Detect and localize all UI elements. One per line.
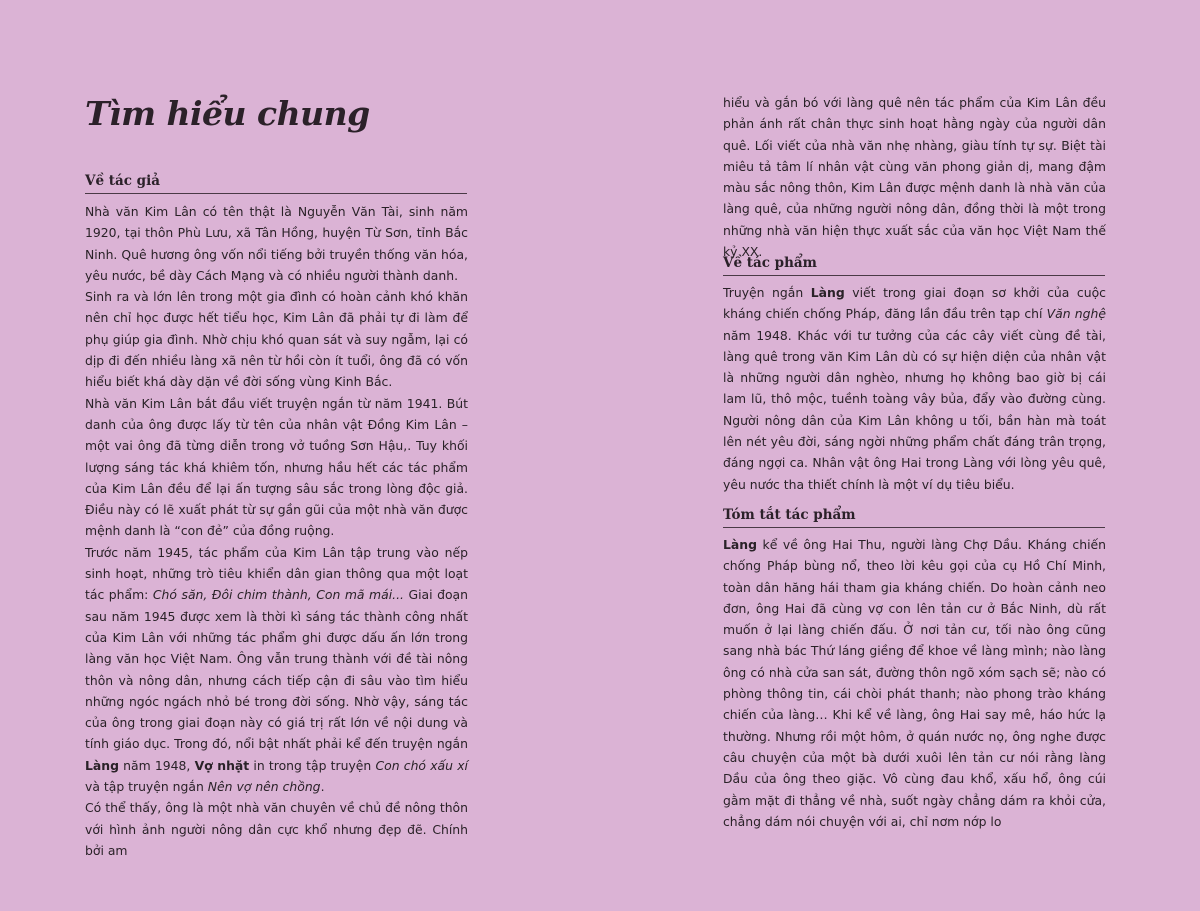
author-p4-text-f: .: [320, 779, 325, 795]
author-p4-text-e: và tập truyện ngắn: [85, 779, 208, 795]
work-paragraph: [723, 282, 1106, 495]
author-p4-text-b: Giai đoạn sau năm 1945 được xem là thời kì sáng tác thành công nhất của Kim Lân với những tác phẩm ghi được dấu ấn lớn trong làng văn học Việt Nam. Ông vẫn trung thành với đề tài nông thôn và nông dân, nhưng cách tiếp cận đi sâu vào tìm hiểu những ngóc ngách nhỏ bé trong đời sống. Nhờ vậy, sáng tác của ông trong giai đoạn này có giá trị rất lớn về nội dung và tính giáo dục. Trong đó, nổi bật nhất phải kể đến truyện ngắn: [85, 587, 469, 752]
work-title-lang: Làng: [810, 285, 845, 300]
author-section-continuation: [723, 92, 1106, 262]
summary-text: kể về ông Hai Thu, người làng Chợ Dầu. Kháng chiến chống Pháp bùng nổ, theo lời kêu gọi của cụ Hồ Chí Minh, toàn dân hăng hái tham gia kháng chiến. Do hoàn cảnh neo đơn, ông Hai đã cùng vợ con lên tản cư ở Bắc Ninh, dù rất muốn ở lại làng chiến đấu. Ở nơi tản cư, tối nào ông cũng sang nhà bác Thứ láng giềng để khoe về làng mình; nào làng ông có nhà cửa san sát, đường thôn ngõ xóm sạch sẽ; nào có phòng thông tin, cái chòi phát thanh; nào phong trào kháng chiến của làng… Khi kể về làng, ông Hai say mê, háo hức lạ thường. Nhưng rồi một hôm, ở quán nước nọ, ông nghe được câu chuyện của một bà dưới xuôi lên tản cư nói rằng làng Dầu của ông theo giặc. Vô cùng đau khổ, xấu hổ, ông cúi gằm mặt đi thẳng về nhà, suốt ngày chẳng dám ra khỏi cửa, chẳng dám nói chuyện với ai, chỉ nơm nớp lo: [723, 537, 1106, 829]
work-text-b: viết trong giai đoạn sơ khởi của cuộc kháng chiến chống Pháp, đăng lần đầu trên tạp chí: [723, 285, 1106, 322]
author-paragraph-3: Nhà văn Kim Lân bắt đầu viết truyện ngắn từ năm 1941. Bút danh của ông được lấy từ tên của nhân vật Đồng Kim Lân – một vai ông đã từng diễn trong vở tuồng Sơn Hậu,. Tuy khối lượng sáng tác khá khiêm tốn, nhưng hầu hết các tác phẩm của Kim Lân đều để lại ấn tượng sâu sắc trong lòng độc giả. Điều này có lẽ xuất phát từ sự gần gũi của một nhà văn được mệnh danh là “con đẻ” của đồng ruộng.: [85, 395, 468, 539]
author-p4-text-c: năm 1948,: [118, 757, 195, 773]
author-paragraph-5-start: Có thể thấy, ông là một nhà văn chuyên về chủ đề nông thôn với hình ảnh người nông dân cực khổ nhưng đẹp đẽ. Chính bởi am: [85, 800, 468, 858]
right-page: [600, 0, 1200, 911]
page-title: Tìm hiểu chung: [85, 94, 370, 133]
work-text-c: năm 1948. Khác với tư tưởng của các cây viết cùng đề tài, làng quê trong văn Kim Lân dù có sự hiện diện của nhân vật là những người dân nghèo, nhưng họ không bao giờ bị cái lam lũ, thô mộc, tuềnh toàng vây bủa, đẩy vào đường cùng. Người nông dân của Kim Lân không u tối, bần hàn mà toát lên nét yêu đời, sáng ngời những phẩm chất đáng trân trọng, đáng ngợi ca. Nhân vật ông Hai trong Làng với lòng yêu quê, yêu nước tha thiết chính là một ví dụ tiêu biểu.: [723, 327, 1106, 492]
work-magazine-name: Văn nghệ: [1046, 306, 1106, 322]
summary-title-lang: Làng: [723, 537, 757, 552]
author-paragraph-2: Sinh ra và lớn lên trong một gia đình có hoàn cảnh khó khăn nên chỉ học được hết tiểu học, Kim Lân đã phải tự đi làm để phụ giúp gia đình. Nhờ chịu khó quan sát và suy ngẫm, lại có dịp đi đến nhiều làng xã nên từ hồi còn ít tuổi, ông đã có vốn hiểu biết khá dày dặn về đời sống vùng Kinh Bắc.: [85, 289, 468, 390]
author-section-body: [85, 201, 468, 861]
work-section-body: [723, 282, 1106, 495]
author-p4-work-con-cho-xau-xi: Con chó xấu xí: [375, 757, 468, 773]
author-paragraph-4: [85, 542, 468, 798]
summary-paragraph: [723, 534, 1106, 832]
work-section-heading: Về tác phẩm: [723, 255, 1105, 276]
author-p4-work-lang: Làng: [85, 757, 119, 773]
author-section-heading: Về tác giả: [85, 173, 467, 194]
summary-section-heading: Tóm tắt tác phẩm: [723, 507, 1105, 528]
work-text-a: Truyện ngắn: [723, 285, 811, 300]
author-paragraph-5-end: hiểu và gắn bó với làng quê nên tác phẩm của Kim Lân đều phản ánh rất chân thực sinh hoạt hằng ngày của người dân quê. Lối viết của nhà văn nhẹ nhàng, giàu tính tự sự. Biệt tài miêu tả tâm lí nhân vật cùng văn phong giản dị, mang đậm màu sắc nông thôn, Kim Lân được mệnh danh là nhà văn của làng quê, của những người nông dân, đồng thời là một trong những nhà văn hiện thực xuất sắc của văn học Việt Nam thế kỷ XX.: [723, 95, 1106, 260]
author-p4-text-d: in trong tập truyện: [249, 757, 376, 773]
author-p4-work-vo-nhat: Vợ nhặt: [194, 757, 250, 773]
author-p4-text-a: Trước năm 1945, tác phẩm của Kim Lân tập trung vào nếp sinh hoạt, những trò tiêu khiển dân gian thông qua một loạt tác phẩm:: [85, 544, 468, 603]
author-p4-early-works: Chó săn, Đôi chim thành, Con mã mái...: [152, 587, 404, 603]
author-paragraph-1: Nhà văn Kim Lân có tên thật là Nguyễn Văn Tài, sinh năm 1920, tại thôn Phù Lưu, xã Tân Hồng, huyện Từ Sơn, tỉnh Bắc Ninh. Quê hương ông vốn nổi tiếng bởi truyền thống văn hóa, yêu nước, bề dày Cách Mạng và có nhiều người thành danh.: [85, 204, 468, 283]
author-p4-work-nen-vo-nen-chong: Nên vợ nên chồng: [207, 779, 321, 795]
summary-section-body: [723, 534, 1106, 832]
